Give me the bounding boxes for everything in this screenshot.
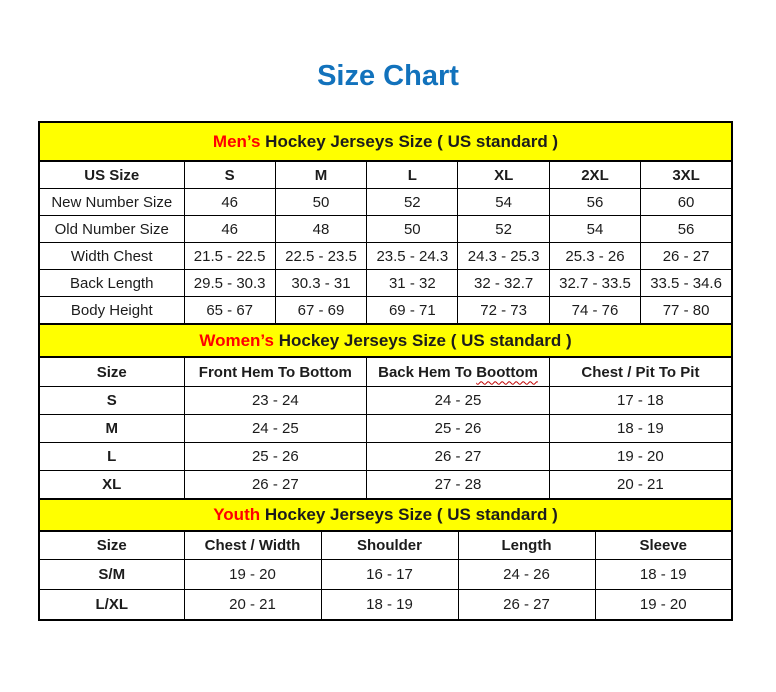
cell: 24.3 - 25.3 bbox=[458, 243, 549, 270]
column-header-misspelled bbox=[367, 357, 550, 387]
table-row bbox=[39, 189, 732, 216]
column-header: Sleeve bbox=[595, 531, 732, 560]
cell: 21.5 - 22.5 bbox=[184, 243, 275, 270]
back-hem-text: Back Hem To bbox=[378, 363, 477, 381]
cell: 48 bbox=[275, 216, 366, 243]
column-header: M bbox=[275, 161, 366, 189]
spellcheck-underlined-word: Boottom bbox=[476, 363, 538, 381]
row-label: L/XL bbox=[39, 590, 184, 621]
cell: 25 - 26 bbox=[367, 415, 550, 443]
youth-header-row bbox=[39, 531, 732, 560]
cell: 56 bbox=[641, 216, 732, 243]
womens-section-row bbox=[39, 324, 732, 357]
cell: 52 bbox=[458, 216, 549, 243]
cell: 56 bbox=[549, 189, 640, 216]
table-row bbox=[39, 270, 732, 297]
womens-section-rest: Hockey Jerseys Size ( US standard ) bbox=[273, 330, 572, 350]
cell: 26 - 27 bbox=[458, 590, 595, 621]
youth-size-table bbox=[38, 498, 733, 621]
row-label: S bbox=[39, 387, 184, 415]
cell: 24 - 26 bbox=[458, 560, 595, 590]
cell: 25 - 26 bbox=[184, 443, 367, 471]
column-header: 3XL bbox=[641, 161, 732, 189]
cell: 19 - 20 bbox=[595, 590, 732, 621]
column-header: L bbox=[367, 161, 458, 189]
cell: 32.7 - 33.5 bbox=[549, 270, 640, 297]
cell: 46 bbox=[184, 216, 275, 243]
mens-header-row bbox=[39, 161, 732, 189]
youth-section-row bbox=[39, 499, 732, 531]
column-header: Chest / Width bbox=[184, 531, 321, 560]
cell: 23 - 24 bbox=[184, 387, 367, 415]
row-label: S/M bbox=[39, 560, 184, 590]
table-row bbox=[39, 243, 732, 270]
cell: 19 - 20 bbox=[549, 443, 732, 471]
mens-section-highlight: Men’s bbox=[212, 131, 261, 151]
table-row bbox=[39, 297, 732, 325]
table-row bbox=[39, 471, 732, 500]
row-label: M bbox=[39, 415, 184, 443]
cell: 60 bbox=[641, 189, 732, 216]
cell: 19 - 20 bbox=[184, 560, 321, 590]
cell: 17 - 18 bbox=[549, 387, 732, 415]
row-label: Width Chest bbox=[39, 243, 184, 270]
table-row bbox=[39, 560, 732, 590]
cell: 26 - 27 bbox=[184, 471, 367, 500]
cell: 16 - 17 bbox=[321, 560, 458, 590]
size-tables-container bbox=[38, 121, 733, 621]
page-title: Size Chart bbox=[317, 60, 459, 92]
cell: 24 - 25 bbox=[367, 387, 550, 415]
cell: 77 - 80 bbox=[641, 297, 732, 325]
row-label: XL bbox=[39, 471, 184, 500]
table-row bbox=[39, 387, 732, 415]
cell: 69 - 71 bbox=[367, 297, 458, 325]
column-header: Shoulder bbox=[321, 531, 458, 560]
womens-size-table bbox=[38, 323, 733, 500]
column-header: 2XL bbox=[549, 161, 640, 189]
cell: 31 - 32 bbox=[367, 270, 458, 297]
cell: 26 - 27 bbox=[367, 443, 550, 471]
cell: 20 - 21 bbox=[549, 471, 732, 500]
column-header: Size bbox=[39, 531, 184, 560]
table-row bbox=[39, 590, 732, 621]
womens-section-header bbox=[39, 324, 732, 357]
cell: 54 bbox=[549, 216, 640, 243]
cell: 20 - 21 bbox=[184, 590, 321, 621]
cell: 24 - 25 bbox=[184, 415, 367, 443]
womens-section-highlight: Women’s bbox=[199, 330, 274, 350]
cell: 67 - 69 bbox=[275, 297, 366, 325]
row-label: New Number Size bbox=[39, 189, 184, 216]
column-header: Length bbox=[458, 531, 595, 560]
cell: 33.5 - 34.6 bbox=[641, 270, 732, 297]
column-header: Chest / Pit To Pit bbox=[549, 357, 732, 387]
column-header: S bbox=[184, 161, 275, 189]
cell: 18 - 19 bbox=[549, 415, 732, 443]
cell: 25.3 - 26 bbox=[549, 243, 640, 270]
table-row bbox=[39, 216, 732, 243]
youth-section-rest: Hockey Jerseys Size ( US standard ) bbox=[260, 505, 558, 524]
column-header: Front Hem To Bottom bbox=[184, 357, 367, 387]
cell: 18 - 19 bbox=[321, 590, 458, 621]
row-label: L bbox=[39, 443, 184, 471]
mens-size-table bbox=[38, 121, 733, 325]
row-label: Back Length bbox=[39, 270, 184, 297]
cell: 29.5 - 30.3 bbox=[184, 270, 275, 297]
mens-section-header bbox=[39, 122, 732, 161]
column-header: US Size bbox=[39, 161, 184, 189]
mens-section-rest: Hockey Jerseys Size ( US standard ) bbox=[260, 131, 559, 151]
column-header: XL bbox=[458, 161, 549, 189]
cell: 22.5 - 23.5 bbox=[275, 243, 366, 270]
cell: 65 - 67 bbox=[184, 297, 275, 325]
column-header: Size bbox=[39, 357, 184, 387]
row-label: Body Height bbox=[39, 297, 184, 325]
table-row bbox=[39, 443, 732, 471]
row-label: Old Number Size bbox=[39, 216, 184, 243]
youth-section-highlight: Youth bbox=[213, 505, 261, 524]
cell: 50 bbox=[367, 216, 458, 243]
cell: 27 - 28 bbox=[367, 471, 550, 500]
cell: 30.3 - 31 bbox=[275, 270, 366, 297]
cell: 72 - 73 bbox=[458, 297, 549, 325]
cell: 50 bbox=[275, 189, 366, 216]
cell: 46 bbox=[184, 189, 275, 216]
cell: 32 - 32.7 bbox=[458, 270, 549, 297]
mens-section-row bbox=[39, 122, 732, 161]
cell: 26 - 27 bbox=[641, 243, 732, 270]
womens-header-row bbox=[39, 357, 732, 387]
cell: 52 bbox=[367, 189, 458, 216]
cell: 54 bbox=[458, 189, 549, 216]
cell: 74 - 76 bbox=[549, 297, 640, 325]
cell: 23.5 - 24.3 bbox=[367, 243, 458, 270]
table-row bbox=[39, 415, 732, 443]
cell: 18 - 19 bbox=[595, 560, 732, 590]
youth-section-header bbox=[39, 499, 732, 531]
